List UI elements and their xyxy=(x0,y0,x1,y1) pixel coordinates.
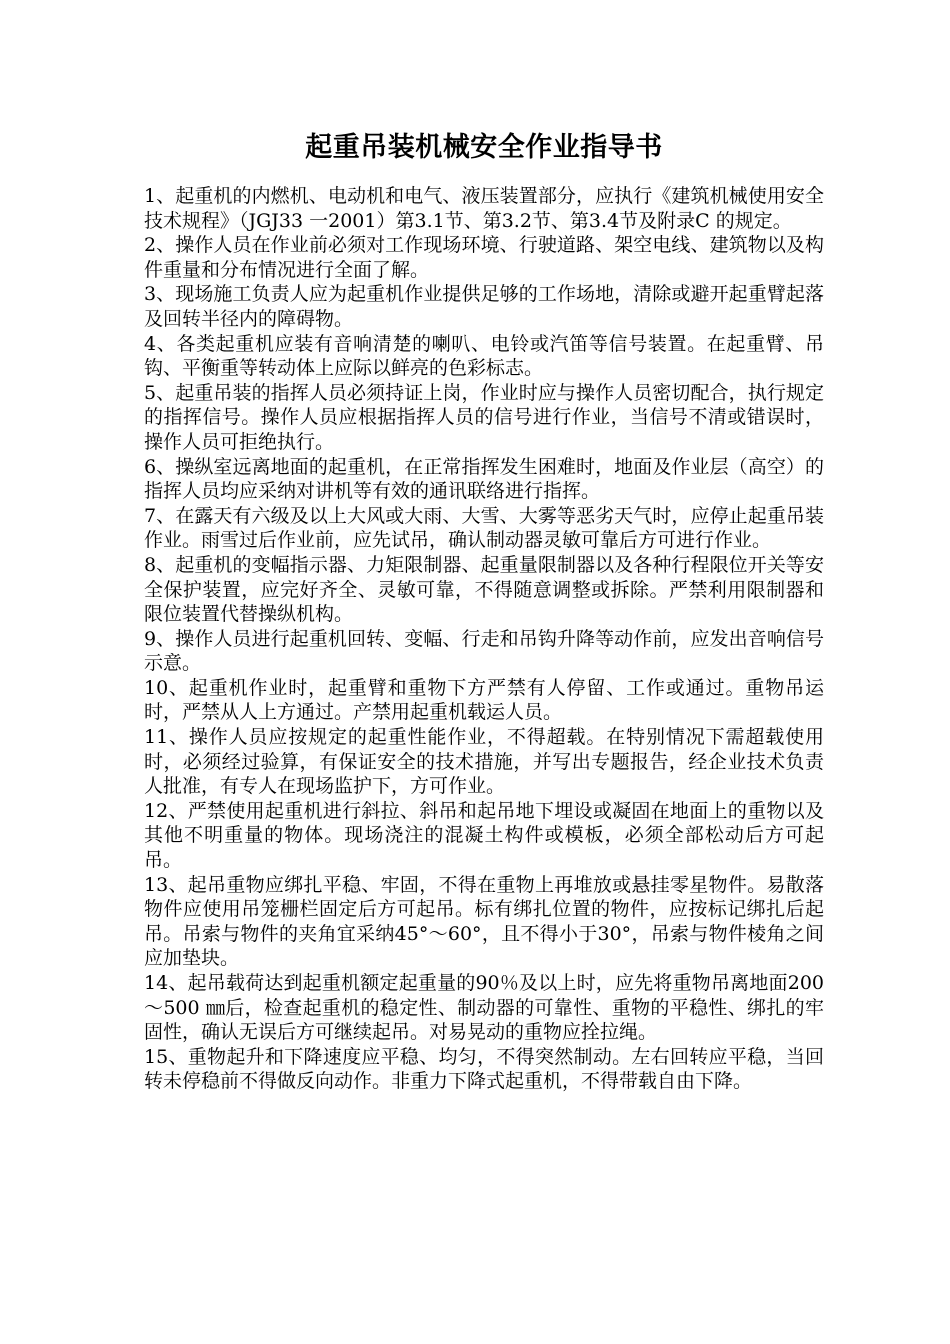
instruction-item-1: 1、起重机的内燃机、电动机和电气、液压装置部分，应执行《建筑机械使用安全技术规程》（JGJ33 一2001）第3.1节、第3.2节、第3.4节及附录C 的规定。 xyxy=(144,185,824,232)
instruction-item-14: 14、起吊载荷达到起重机额定起重量的90％及以上时，应先将重物吊离地面200 ～500 ㎜后，检查起重机的稳定性、制动器的可靠性、重物的平稳性、绑扎的牢固性，确认无误后方可继续起吊。对易晃动的重物应拴拉绳。 xyxy=(144,972,824,1044)
instruction-item-4: 4、各类起重机应装有音响清楚的喇叭、电铃或汽笛等信号装置。在起重臂、吊钩、平衡重等转动体上应际以鲜亮的色彩标志。 xyxy=(144,332,824,380)
instruction-item-11: 11、操作人员应按规定的起重性能作业，不得超载。在特别情况下需超载使用时，必须经过验算，有保证安全的技术措施，并写出专题报告，经企业技术负责人批准，有专人在现场监护下，方可作业。 xyxy=(144,726,824,798)
instruction-item-6: 6、操纵室远离地面的起重机，在正常指挥发生困难时，地面及作业层（高空）的指挥人员均应采纳对讲机等有效的通讯联络进行指挥。 xyxy=(144,455,824,503)
instruction-list xyxy=(144,184,824,1094)
instruction-item-13: 13、起吊重物应绑扎平稳、牢固，不得在重物上再堆放或悬挂零星物件。易散落物件应使用吊笼栅栏固定后方可起吊。标有绑扎位置的物件，应按标记绑扎后起吊。吊索与物件的夹角宜采纳45°～60°，且不得小于30°，吊索与物件棱角之间应加垫块。 xyxy=(144,873,824,970)
instruction-item-15: 15、重物起升和下降速度应平稳、均匀，不得突然制动。左右回转应平稳，当回转未停稳前不得做反向动作。非重力下降式起重机，不得带载自由下降。 xyxy=(144,1045,824,1093)
instruction-item-10: 10、起重机作业时，起重臂和重物下方严禁有人停留、工作或通过。重物吊运时，严禁从人上方通过。产禁用起重机载运人员。 xyxy=(144,676,824,724)
instruction-item-3: 3、现场施工负责人应为起重机作业提供足够的工作场地，清除或避开起重臂起落及回转半径内的障碍物。 xyxy=(144,283,824,330)
instruction-item-2: 2、操作人员在作业前必须对工作现场环境、行驶道路、架空电线、建筑物以及构件重量和分布情况进行全面了解。 xyxy=(144,234,824,281)
document-page xyxy=(144,128,824,1094)
document-title: 起重吊装机械安全作业指导书 xyxy=(305,132,663,163)
instruction-item-9: 9、操作人员进行起重机回转、变幅、行走和吊钩升降等动作前，应发出音响信号示意。 xyxy=(144,627,824,675)
instruction-item-7: 7、在露天有六级及以上大风或大雨、大雪、大雾等恶劣天气时，应停止起重吊装作业。雨雪过后作业前，应先试吊，确认制动器灵敏可靠后方可进行作业。 xyxy=(144,504,824,552)
instruction-item-12: 12、严禁使用起重机进行斜拉、斜吊和起吊地下埋设或凝固在地面上的重物以及其他不明重量的物体。现场浇注的混凝土构件或模板，必须全部松动后方可起吊。 xyxy=(144,799,824,872)
instruction-item-8: 8、起重机的变幅指示器、力矩限制器、起重量限制器以及各种行程限位开关等安全保护装置，应完好齐全、灵敏可靠，不得随意调整或拆除。严禁利用限制器和限位装置代替操纵机构。 xyxy=(144,553,824,626)
instruction-item-5: 5、起重吊装的指挥人员必须持证上岗，作业时应与操作人员密切配合，执行规定的指挥信号。操作人员应根据指挥人员的信号进行作业，当信号不清或错误时，操作人员可拒绝执行。 xyxy=(144,381,824,453)
